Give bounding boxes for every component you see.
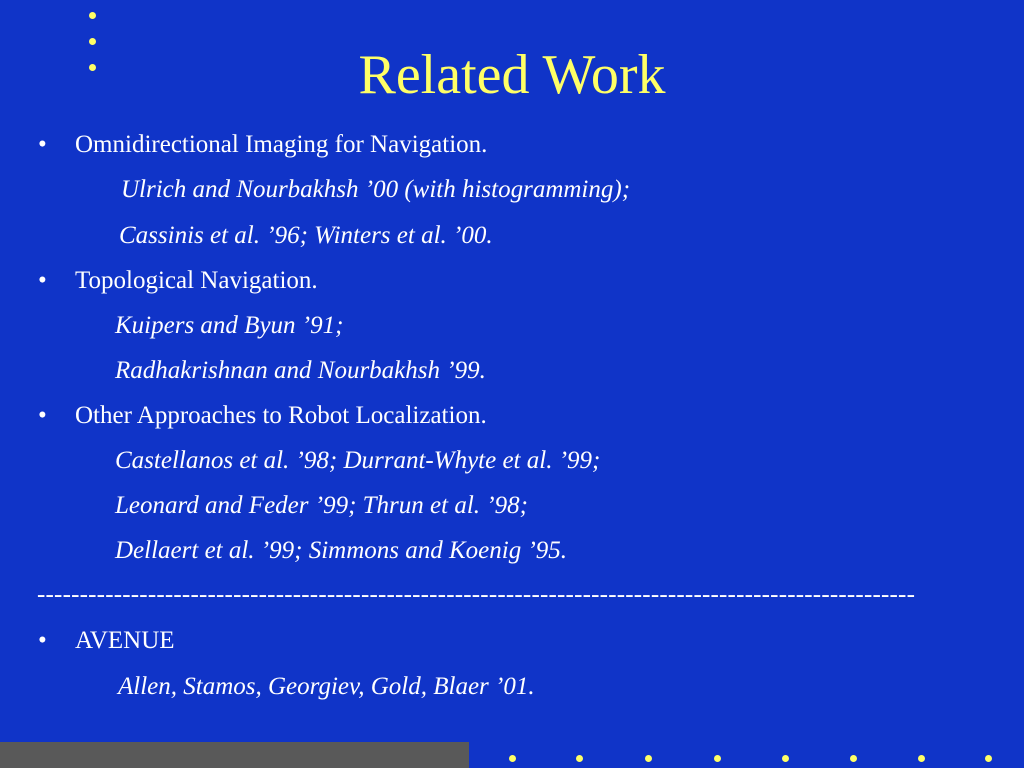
bullet-icon: • xyxy=(38,131,47,158)
dot-icon xyxy=(918,755,925,762)
reference-line: Castellanos et al. ’98; Durrant-Whyte et al. ’99; xyxy=(115,447,601,474)
dot-icon xyxy=(850,755,857,762)
reference-line: Radhakrishnan and Nourbakhsh ’99. xyxy=(115,357,486,384)
dot-icon xyxy=(782,755,789,762)
dot-icon xyxy=(576,755,583,762)
bullet-icon: • xyxy=(38,267,47,294)
bullet-heading: AVENUE xyxy=(75,627,175,654)
footer-bar xyxy=(0,742,469,768)
bullet-heading: Topological Navigation. xyxy=(75,267,318,294)
reference-line: Cassinis et al. ’96; Winters et al. ’00. xyxy=(119,222,493,249)
reference-line: Leonard and Feder ’99; Thrun et al. ’98; xyxy=(115,492,528,519)
reference-line: Kuipers and Byun ’91; xyxy=(115,312,344,339)
reference-line: Ulrich and Nourbakhsh ’00 (with histogramming); xyxy=(121,176,631,203)
reference-line: Allen, Stamos, Georgiev, Gold, Blaer ’01. xyxy=(118,673,535,700)
dot-icon xyxy=(714,755,721,762)
dot-icon xyxy=(985,755,992,762)
bullet-heading: Other Approaches to Robot Localization. xyxy=(75,402,487,429)
bullet-icon: • xyxy=(38,627,47,654)
slide-title: Related Work xyxy=(358,44,666,106)
bullet-heading: Omnidirectional Imaging for Navigation. xyxy=(75,131,488,158)
dot-icon xyxy=(89,12,96,19)
bullet-icon: • xyxy=(38,402,47,429)
reference-line: Dellaert et al. ’99; Simmons and Koenig ’95. xyxy=(115,537,568,564)
dot-icon xyxy=(645,755,652,762)
dot-icon xyxy=(509,755,516,762)
dashed-separator: ------------------------------------------------------------------------------------------------------- xyxy=(37,581,916,608)
